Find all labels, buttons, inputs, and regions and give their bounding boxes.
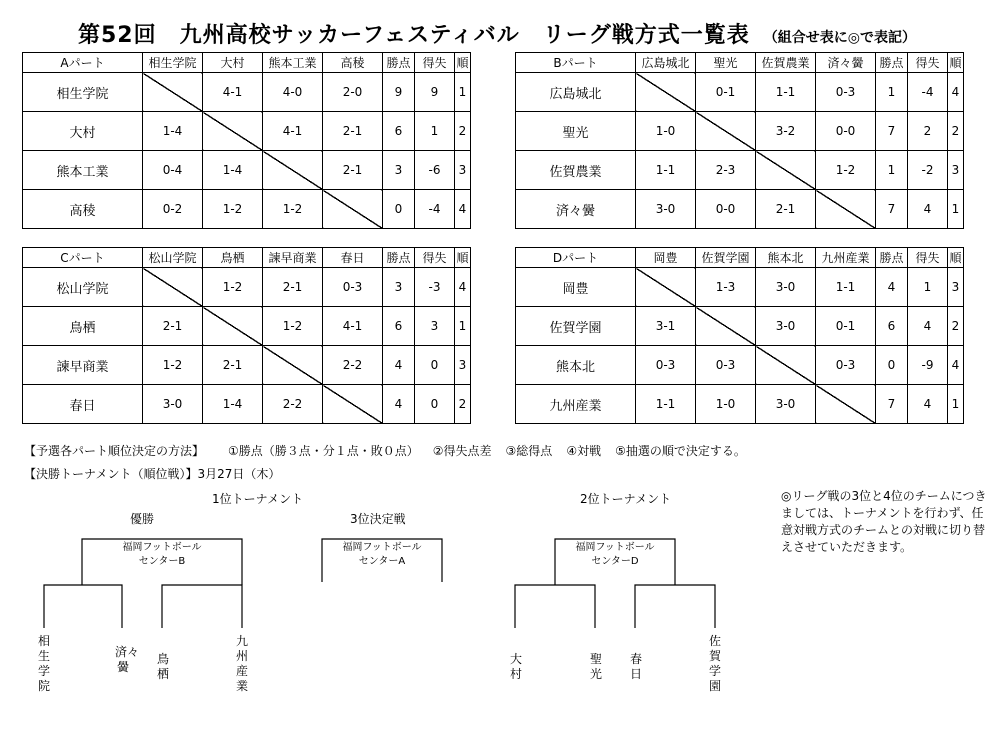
team-rank: 3 (455, 151, 471, 190)
team-rank: 2 (455, 385, 471, 424)
opponent-header: 熊本北 (756, 248, 816, 268)
team-name: 佐賀学園 (516, 307, 636, 346)
team-points: 9 (383, 73, 415, 112)
team-name: 春日 (23, 385, 143, 424)
venue-3rd-text: 福岡フットボール センターA (342, 542, 422, 567)
team-points: 7 (876, 112, 908, 151)
team-points: 6 (876, 307, 908, 346)
match-score: 0-1 (696, 73, 756, 112)
part-label: Cパート (23, 248, 143, 268)
team-name: 松山学院 (23, 268, 143, 307)
opponent-header: 高稜 (323, 53, 383, 73)
tournament-3rd-title: 3位決定戦 (350, 512, 406, 526)
method-step-1: ①勝点（勝３点・分１点・敗０点） (228, 444, 419, 458)
match-score: 2-1 (323, 112, 383, 151)
team-goal-diff: 9 (415, 73, 455, 112)
team-name: 相生学院 (23, 73, 143, 112)
team-goal-diff: -2 (908, 151, 948, 190)
team-goal-diff: -4 (415, 190, 455, 229)
team-points: 0 (383, 190, 415, 229)
match-score: 3-1 (636, 307, 696, 346)
team-rank: 2 (455, 112, 471, 151)
opponent-header: 大村 (203, 53, 263, 73)
bracket-team-second-2: 春日 (629, 652, 642, 681)
team-goal-diff: 4 (908, 307, 948, 346)
method-step-4: ④対戦 (566, 444, 602, 458)
match-score: 1-3 (696, 268, 756, 307)
match-score: 1-0 (636, 112, 696, 151)
team-rank: 2 (948, 112, 964, 151)
bracket-1st-left (44, 585, 122, 628)
match-score: 3-0 (756, 307, 816, 346)
bracket-team-first-0: 相生学院 (37, 634, 50, 693)
part-label: Dパート (516, 248, 636, 268)
method-step-2: ②得失点差 (432, 444, 492, 458)
match-score: 2-0 (323, 73, 383, 112)
team-points: 7 (876, 385, 908, 424)
match-score: 0-4 (143, 151, 203, 190)
team-goal-diff: 2 (908, 112, 948, 151)
team-points: 7 (876, 190, 908, 229)
opponent-header: 松山学院 (143, 248, 203, 268)
match-score: 0-0 (696, 190, 756, 229)
team-name: 岡豊 (516, 268, 636, 307)
goal-diff-header: 得失 (415, 53, 455, 73)
match-score: 1-4 (143, 112, 203, 151)
team-rank: 3 (455, 346, 471, 385)
match-score: 1-4 (203, 385, 263, 424)
opponent-header: 諫早商業 (263, 248, 323, 268)
opponent-header: 聖光 (696, 53, 756, 73)
bracket-team-second-1: 聖光 (589, 652, 602, 681)
team-points: 6 (383, 112, 415, 151)
match-score: 2-3 (696, 151, 756, 190)
team-rank: 4 (948, 73, 964, 112)
points-header: 勝点 (383, 248, 415, 268)
team-name: 済々黌 (516, 190, 636, 229)
final-tournament-label: 【決勝トーナメント（順位戦）】3月27日（木） (24, 467, 281, 481)
match-score: 2-1 (203, 346, 263, 385)
team-name: 鳥栖 (23, 307, 143, 346)
opponent-header: 相生学院 (143, 53, 203, 73)
team-rank: 1 (948, 385, 964, 424)
match-score: 0-1 (816, 307, 876, 346)
match-score: 1-0 (696, 385, 756, 424)
tournament-1st-title: 1位トーナメント (212, 492, 304, 506)
opponent-header: 春日 (323, 248, 383, 268)
match-score: 2-1 (323, 151, 383, 190)
team-goal-diff: 0 (415, 346, 455, 385)
match-score: 1-2 (203, 190, 263, 229)
team-points: 0 (876, 346, 908, 385)
tournament-1st-venue (122, 541, 201, 569)
match-score: 1-2 (816, 151, 876, 190)
match-score: 2-1 (143, 307, 203, 346)
team-goal-diff: 1 (415, 112, 455, 151)
team-goal-diff: -3 (415, 268, 455, 307)
match-score: 1-2 (263, 190, 323, 229)
match-score: 1-2 (143, 346, 203, 385)
team-name: 諫早商業 (23, 346, 143, 385)
part-label: Aパート (23, 53, 143, 73)
goal-diff-header: 得失 (908, 53, 948, 73)
match-score: 2-2 (323, 346, 383, 385)
team-goal-diff: 4 (908, 385, 948, 424)
match-score: 4-1 (263, 112, 323, 151)
match-score: 1-1 (636, 385, 696, 424)
team-name: 広島城北 (516, 73, 636, 112)
opponent-header: 佐賀学園 (696, 248, 756, 268)
title-main: 第52回 九州高校サッカーフェスティバル リーグ戦方式一覧表 (78, 23, 750, 48)
venue-1st-text: 福岡フットボール センターB (122, 542, 202, 567)
team-rank: 4 (948, 346, 964, 385)
bracket-team-first-1: 済々黌 (115, 645, 140, 674)
bracket-2nd-left (515, 585, 595, 628)
bracket-team-second-0: 大村 (509, 652, 522, 681)
match-score: 0-3 (696, 346, 756, 385)
match-score: 1-2 (203, 268, 263, 307)
match-score: 0-3 (323, 268, 383, 307)
opponent-header: 広島城北 (636, 53, 696, 73)
rank-header: 順 (948, 53, 964, 73)
team-goal-diff: 4 (908, 190, 948, 229)
tournament-3rd-venue (342, 541, 421, 569)
method-step-5: ⑤抽選の順で決定する。 (615, 444, 746, 458)
team-rank: 3 (948, 151, 964, 190)
team-rank: 1 (948, 190, 964, 229)
bracket-team-first-2: 鳥栖 (156, 652, 169, 681)
points-header: 勝点 (876, 53, 908, 73)
title-sub: （組合せ表に◎で表記） (763, 30, 916, 46)
tournament-2nd-venue (575, 541, 654, 569)
rank-header: 順 (455, 53, 471, 73)
team-name: 熊本工業 (23, 151, 143, 190)
match-score: 4-1 (203, 73, 263, 112)
match-score: 3-0 (756, 268, 816, 307)
opponent-header: 九州産業 (816, 248, 876, 268)
team-rank: 3 (948, 268, 964, 307)
team-rank: 1 (455, 73, 471, 112)
opponent-header: 鳥栖 (203, 248, 263, 268)
part-label: Bパート (516, 53, 636, 73)
team-points: 1 (876, 73, 908, 112)
match-score: 4-1 (323, 307, 383, 346)
team-name: 熊本北 (516, 346, 636, 385)
team-points: 4 (383, 346, 415, 385)
match-score: 2-1 (263, 268, 323, 307)
team-name: 高稜 (23, 190, 143, 229)
match-score: 1-1 (636, 151, 696, 190)
team-goal-diff: 1 (908, 268, 948, 307)
match-score: 0-2 (143, 190, 203, 229)
method-label: 【予選各パート順位決定の方法】 (24, 444, 205, 458)
remark-note: ◎リーグ戦の3位と4位のチームにつきましては、トーナメントを行わず、任意対戦方式のチームとの対戦に切り替えさせていただきます。 (781, 489, 987, 554)
team-name: 佐賀農業 (516, 151, 636, 190)
team-points: 6 (383, 307, 415, 346)
match-score: 0-0 (816, 112, 876, 151)
bracket-1st-right (162, 585, 242, 628)
team-goal-diff: -9 (908, 346, 948, 385)
team-goal-diff: -6 (415, 151, 455, 190)
team-goal-diff: 3 (415, 307, 455, 346)
opponent-header: 済々黌 (816, 53, 876, 73)
tournament-2nd-title: 2位トーナメント (580, 492, 672, 506)
match-score: 2-1 (756, 190, 816, 229)
match-score: 0-3 (816, 73, 876, 112)
match-score: 3-2 (756, 112, 816, 151)
team-points: 4 (876, 268, 908, 307)
tournament-1st-winner-label: 優勝 (130, 512, 155, 526)
team-rank: 1 (455, 307, 471, 346)
opponent-header: 佐賀農業 (756, 53, 816, 73)
goal-diff-header: 得失 (908, 248, 948, 268)
match-score: 1-1 (816, 268, 876, 307)
match-score: 1-4 (203, 151, 263, 190)
team-name: 九州産業 (516, 385, 636, 424)
team-points: 3 (383, 268, 415, 307)
team-name: 聖光 (516, 112, 636, 151)
rank-header: 順 (948, 248, 964, 268)
match-score: 1-2 (263, 307, 323, 346)
match-score: 0-3 (636, 346, 696, 385)
method-step-3: ③総得点 (505, 444, 553, 458)
team-rank: 4 (455, 190, 471, 229)
bracket-2nd-right (635, 585, 715, 628)
opponent-header: 岡豊 (636, 248, 696, 268)
bracket-team-first-3: 九州産業 (235, 634, 248, 693)
match-score: 0-3 (816, 346, 876, 385)
bracket-team-second-3: 佐賀学園 (708, 634, 721, 693)
team-points: 3 (383, 151, 415, 190)
team-points: 1 (876, 151, 908, 190)
points-header: 勝点 (383, 53, 415, 73)
match-score: 3-0 (143, 385, 203, 424)
opponent-header: 熊本工業 (263, 53, 323, 73)
team-goal-diff: -4 (908, 73, 948, 112)
match-score: 3-0 (636, 190, 696, 229)
team-points: 4 (383, 385, 415, 424)
goal-diff-header: 得失 (415, 248, 455, 268)
match-score: 4-0 (263, 73, 323, 112)
venue-2nd-text: 福岡フットボール センターD (575, 542, 655, 567)
match-score: 2-2 (263, 385, 323, 424)
team-name: 大村 (23, 112, 143, 151)
match-score: 1-1 (756, 73, 816, 112)
team-goal-diff: 0 (415, 385, 455, 424)
rank-header: 順 (455, 248, 471, 268)
match-score: 3-0 (756, 385, 816, 424)
team-rank: 4 (455, 268, 471, 307)
points-header: 勝点 (876, 248, 908, 268)
team-rank: 2 (948, 307, 964, 346)
